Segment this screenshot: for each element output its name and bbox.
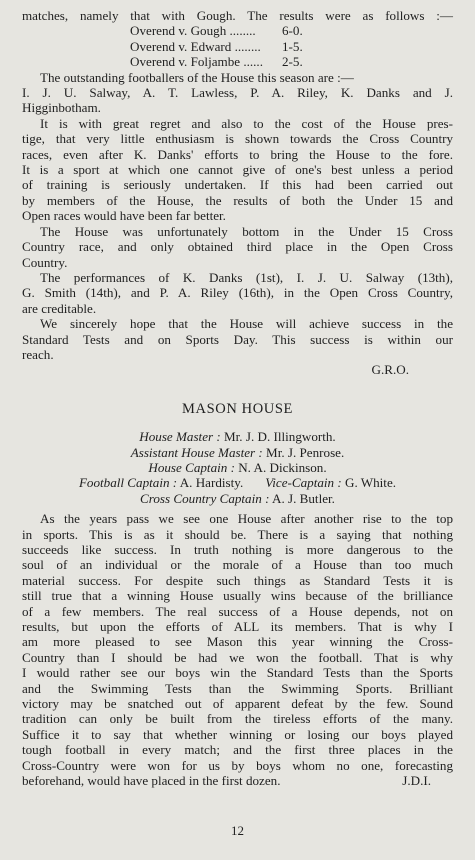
result-score: 1-5. [282, 38, 303, 54]
text-line: It is with great regret and also to the cost of the House pres- [40, 115, 453, 131]
text-line: still true that a winning House usually wins because of the brilliance [22, 588, 453, 604]
text-line: The House was unfortunately bottom in the Under 15 Cross [40, 223, 453, 239]
officer-row [22, 460, 453, 475]
text-line: by members of the House, the results of both the Under 15 and [22, 192, 453, 208]
text-line: beforehand, would have placed in the first dozen. [22, 773, 281, 789]
text-line: Open races would have been far better. [22, 208, 226, 224]
result-score: 6-0. [282, 23, 303, 39]
text-line: results, but upon the efforts of ALL its members. That is why I [22, 619, 453, 635]
officer-row [22, 429, 453, 444]
section-title: MASON HOUSE [182, 400, 293, 417]
result-row [130, 54, 453, 69]
officer-name: A. J. Butler. [272, 490, 335, 506]
officer-label: House Master : [139, 429, 221, 445]
paragraph-bottom [22, 224, 453, 270]
text-line: tough football in every match; and the first three places in the [22, 742, 453, 758]
text-line: The outstanding footballers of the House this season are :— [40, 69, 354, 85]
results-list [130, 23, 453, 69]
text-line: are creditable. [22, 300, 97, 316]
result-match: Overend v. Foljambe ...... [130, 54, 263, 70]
paragraph-mason [22, 511, 453, 788]
result-row [130, 39, 453, 54]
text-line: reach. [22, 346, 54, 362]
text-line: G. Smith (14th), and P. A. Riley (16th), in the Open Cross Country, [22, 285, 453, 301]
text-line: Standard Tests and on Sports Day. This success is within our [22, 331, 453, 347]
paragraph-hope [22, 316, 453, 362]
result-match: Overend v. Edward ........ [130, 38, 261, 54]
text-line: It is a sport at which one cannot give of one's best unless a period [22, 162, 453, 178]
text-line: As the years pass we see one House after another rise to the top [40, 511, 453, 527]
text-line: Country. [22, 254, 68, 270]
officer-row [22, 491, 453, 506]
text-line: tige, that very little enthusiasm is shown towards the Cross Country [22, 131, 453, 147]
signature: G.R.O. [371, 362, 409, 378]
text-line: victory may be snatched out of apparent defeat by the few. Sound [22, 696, 453, 712]
officer-label: Assistant House Master : [130, 444, 263, 460]
text-line: Suffice it to say that whether winning or losing our boys played [22, 726, 453, 742]
text-line: I. J. U. Salway, A. T. Lawless, P. A. Riley, K. Danks and J. [22, 85, 453, 101]
text-line: races, even after K. Danks' efforts to bring the House to the fore. [22, 146, 453, 162]
text-line: Country than I should be had we won the football. That is why [22, 649, 453, 665]
result-score: 2-5. [282, 54, 303, 70]
text-line: We sincerely hope that the House will achieve success in the [40, 316, 453, 332]
text-line: soul of an individual or the morale of a House than too much [22, 557, 453, 573]
house-officers [22, 429, 453, 506]
text-line: and the Swimming Tests than the Swimming Sports. Brilliant [22, 680, 453, 696]
last-line [22, 773, 453, 788]
vice-captain [265, 475, 396, 490]
text-line: succeeds like success. In truth nothing is more dangerous to the [22, 542, 453, 557]
text-line: tradition can only be built from the tireless efforts of the many. [22, 711, 453, 727]
officer-name: N. A. Dickinson. [238, 459, 327, 475]
text-line: Country race, and only obtained third place in the Open Cross [22, 239, 453, 255]
result-match: Overend v. Gough ........ [130, 23, 256, 39]
officer-name: G. White. [345, 475, 397, 491]
text-line: of a few members. The real success of a House depends, not on [22, 603, 453, 619]
officer-row [22, 475, 453, 490]
officer-label: Vice-Captain : [265, 475, 342, 491]
officer-label: Football Captain : [78, 475, 178, 491]
text-line: material success. For despite such things as Standard Tests it is [22, 572, 453, 588]
officer-row [22, 445, 453, 460]
paragraph-footballers [22, 70, 453, 116]
text-line: Cross-Country were won for us by boys whom no one, forecasting [22, 757, 453, 773]
page-number: 12 [231, 823, 244, 838]
text-line: Higginbotham. [22, 100, 101, 116]
officer-name: Mr. J. Penrose. [266, 444, 345, 460]
officer-label: House Captain : [148, 459, 235, 475]
text-line: am more pleased to see Mason this year winning the Cross- [22, 634, 453, 650]
signature: J.D.I. [402, 773, 431, 789]
officer-label: Cross Country Captain : [140, 490, 270, 506]
football-captain [79, 475, 243, 490]
paragraph-regret [22, 116, 453, 224]
intro-line: matches, namely that with Gough. The results were as follows :— [22, 8, 453, 23]
text-line: The performances of K. Danks (1st), I. J. U. Salway (13th), [40, 269, 453, 285]
result-row [130, 23, 453, 38]
text-line: in sports. This is as it should be. There is a saying that nothing [22, 526, 453, 542]
text-line: I would rather see our boys win the Standard Tests than the Sports [22, 665, 453, 681]
paragraph-performances [22, 270, 453, 316]
text-line: of training is seriously undertaken. If this had been carried out [22, 177, 453, 193]
officer-name: Mr. J. D. Illingworth. [224, 429, 336, 445]
officer-name: A. Hardisty. [179, 475, 244, 491]
